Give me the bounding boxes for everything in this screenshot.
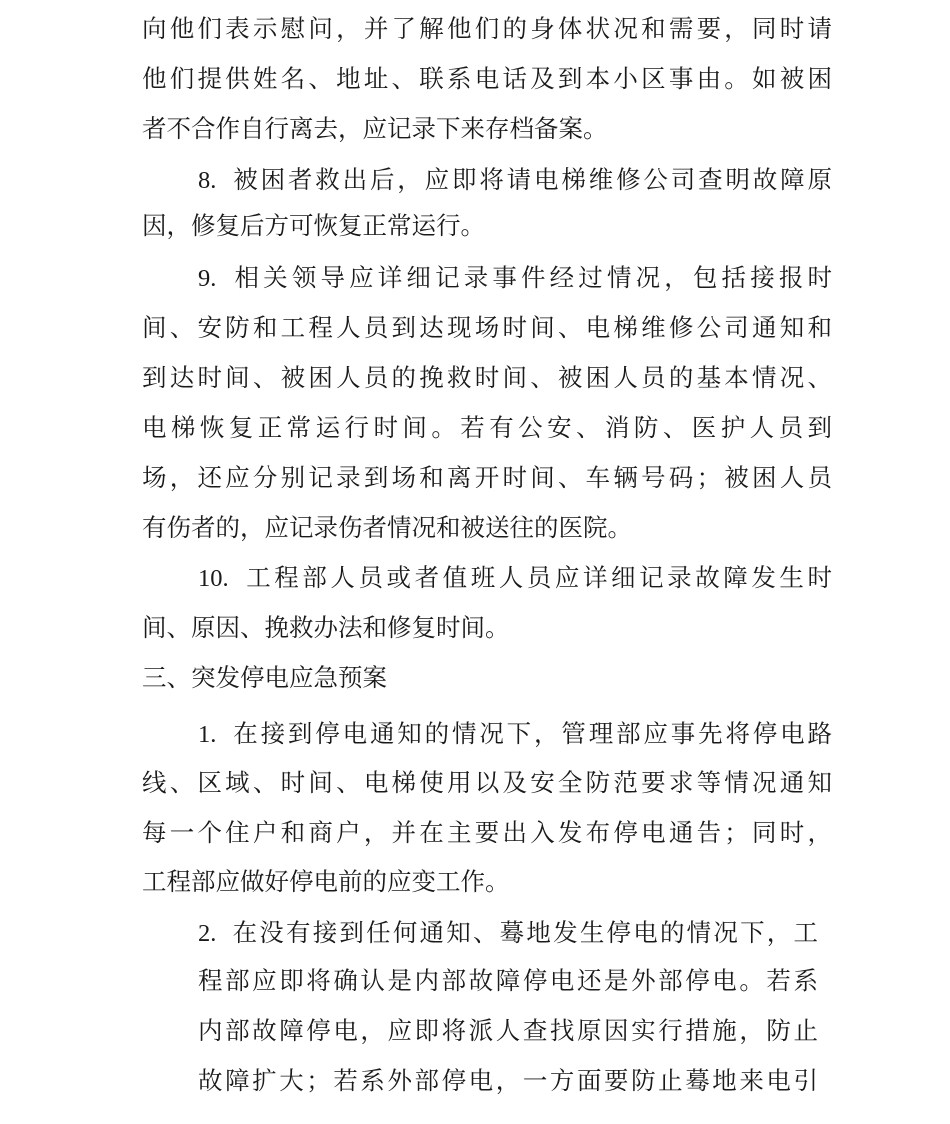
text-line <box>142 363 832 393</box>
line-text: 线、区域、时间、电梯使用以及安全防范要求等情况通知 <box>142 768 832 797</box>
list-item-2 <box>198 918 818 949</box>
line-text: 场，还应分别记录到场和离开时间、车辆号码；被困人员 <box>142 463 832 492</box>
line-text: 向他们表示慰问，并了解他们的身体状况和需要，同时请 <box>142 14 832 43</box>
text-line <box>142 14 832 44</box>
item-number: 10. <box>198 565 229 592</box>
item-number: 2. <box>198 920 217 947</box>
list-item-9 <box>198 263 832 294</box>
line-text: 内部故障停电，应即将派人查找原因实行措施，防止 <box>198 1016 818 1045</box>
item-number: 1. <box>198 721 217 748</box>
line-text: 因，修复后方可恢复正常运行。 <box>142 211 485 240</box>
text-line <box>142 463 832 493</box>
item-number: 9. <box>198 265 217 292</box>
heading-text: 三、突发停电应急预案 <box>142 663 387 692</box>
text-line <box>198 1066 818 1096</box>
line-text: 在接到停电通知的情况下，管理部应事先将停电路 <box>230 719 832 748</box>
text-line <box>142 313 832 343</box>
line-text: 相关领导应详细记录事件经过情况，包括接报时 <box>230 263 832 292</box>
text-line <box>142 211 832 241</box>
line-text: 者不合作自行离去，应记录下来存档备案。 <box>142 114 608 143</box>
line-text: 电梯恢复正常运行时间。若有公安、消防、医护人员到 <box>142 413 832 442</box>
line-text: 工程部人员或者值班人员应详细记录故障发生时 <box>242 563 832 592</box>
line-text: 被困者救出后，应即将请电梯维修公司查明故障原 <box>230 165 832 194</box>
line-text: 故障扩大；若系外部停电，一方面要防止蓦地来电引 <box>198 1066 818 1095</box>
line-text: 工程部应做好停电前的应变工作。 <box>142 867 510 896</box>
list-item-1 <box>198 719 832 750</box>
line-text: 程部应即将确认是内部故障停电还是外部停电。若系 <box>198 966 818 995</box>
text-line <box>142 768 832 798</box>
text-line <box>198 966 818 996</box>
text-line <box>142 818 832 848</box>
item-number: 8. <box>198 167 217 194</box>
line-text: 他们提供姓名、地址、联系电话及到本小区事由。如被困 <box>142 64 832 93</box>
line-text: 在没有接到任何通知、蓦地发生停电的情况下，工 <box>230 918 818 947</box>
text-line <box>142 867 832 897</box>
text-line <box>198 1016 818 1046</box>
section-heading <box>142 663 832 693</box>
list-item-8 <box>198 165 832 196</box>
text-line <box>142 114 832 144</box>
line-text: 间、原因、挽救办法和修复时间。 <box>142 613 510 642</box>
text-line <box>142 613 832 643</box>
text-line <box>142 513 832 543</box>
text-line <box>142 64 832 94</box>
line-text: 有伤者的，应记录伤者情况和被送往的医院。 <box>142 513 632 542</box>
text-line <box>142 413 832 443</box>
list-item-10 <box>198 563 832 594</box>
line-text: 到达时间、被困人员的挽救时间、被困人员的基本情况、 <box>142 363 832 392</box>
line-text: 每一个住户和商户，并在主要出入发布停电通告；同时， <box>142 818 832 847</box>
line-text: 间、安防和工程人员到达现场时间、电梯维修公司通知和 <box>142 313 832 342</box>
